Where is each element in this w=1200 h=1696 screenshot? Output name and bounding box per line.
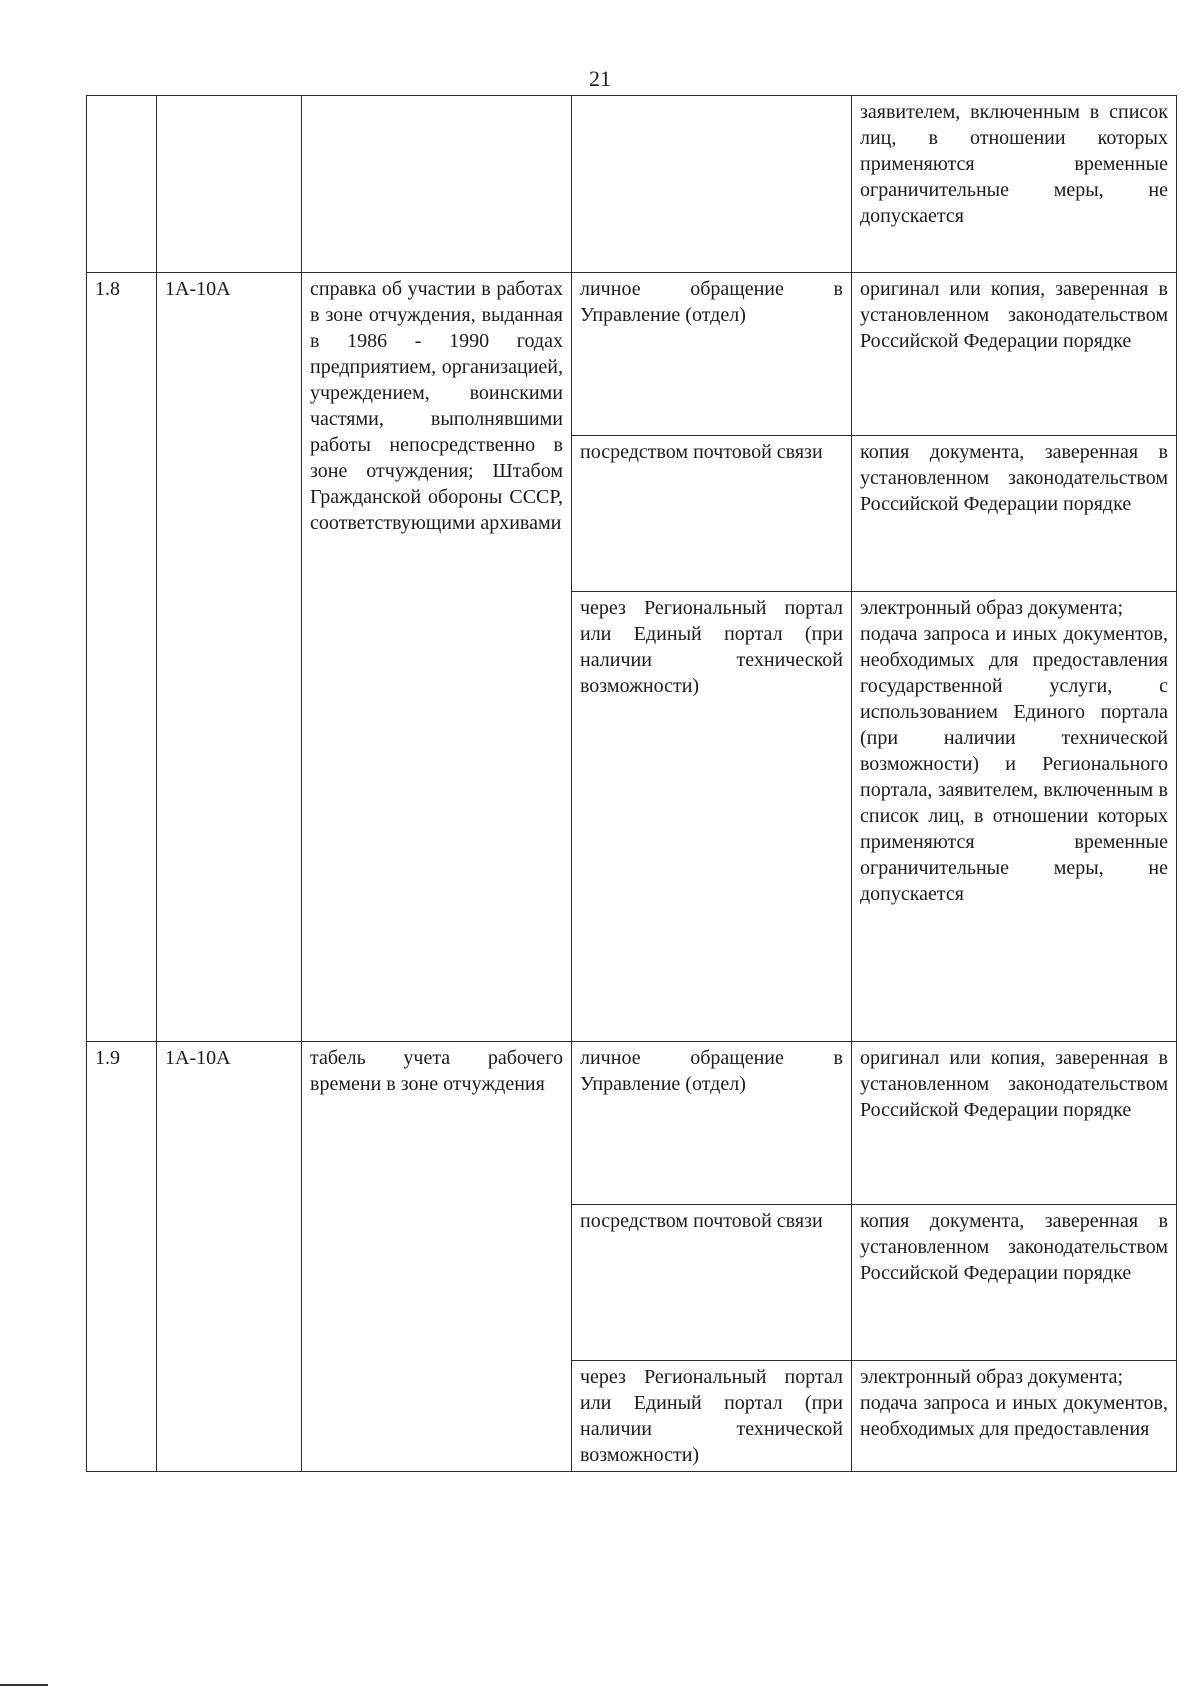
- document-cell: табель учета рабочего времени в зоне отчуждения: [302, 1042, 572, 1472]
- submission-way-cell: [572, 96, 852, 273]
- submission-way-cell: через Региональный портал или Единый портал (при наличии технической возможности): [572, 1361, 852, 1472]
- footnote-rule: [0, 1684, 48, 1686]
- document-cell: справка об участии в работах в зоне отчуждения, выданная в 1986 - 1990 годах предприятием, организацией, учреждением, воинскими частями, выполнявшими работы непосредственно в зоне отчуждения; Штабом Гражданской обороны СССР, соответствующими архивами: [302, 273, 572, 1042]
- submission-way-cell: посредством почтовой связи: [572, 1205, 852, 1361]
- submission-way-cell: через Региональный портал или Единый портал (при наличии технической возможности): [572, 592, 852, 1042]
- submission-way-cell: личное обращение в Управление (отдел): [572, 1042, 852, 1205]
- document-form-cell: электронный образ документа; подача запроса и иных документов, необходимых для предоставления государственной услуги, с использованием Единого портала (при наличии технической возможности) и Регионального портала, заявителем, включенным в список лиц, в отношении которых применяются временные ограничительные меры, не допускается: [852, 592, 1177, 1042]
- document-form-cell: оригинал или копия, заверенная в установленном законодательством Российской Федерации порядке: [852, 1042, 1177, 1205]
- code-cell: 1А-10А: [157, 1042, 302, 1472]
- table-row: [87, 1042, 1177, 1205]
- row-number-cell: 1.8: [87, 273, 157, 1042]
- document-form-cell: оригинал или копия, заверенная в установленном законодательством Российской Федерации порядке: [852, 273, 1177, 436]
- page-number: 21: [589, 66, 611, 91]
- code-cell: 1А-10А: [157, 273, 302, 1042]
- table-row: [87, 273, 1177, 436]
- submission-way-cell: личное обращение в Управление (отдел): [572, 273, 852, 436]
- document-form-cell: копия документа, заверенная в установленном законодательством Российской Федерации порядке: [852, 1205, 1177, 1361]
- document-form-cell: копия документа, заверенная в установленном законодательством Российской Федерации порядке: [852, 436, 1177, 592]
- table-row-continuation: [87, 96, 1177, 273]
- row-number-cell: 1.9: [87, 1042, 157, 1472]
- document-cell: [302, 96, 572, 273]
- code-cell: [157, 96, 302, 273]
- document-form-cell: заявителем, включенным в список лиц, в отношении которых применяются временные ограничительные меры, не допускается: [852, 96, 1177, 273]
- submission-way-cell: посредством почтовой связи: [572, 436, 852, 592]
- documents-table: [86, 95, 1177, 1472]
- row-number-cell: [87, 96, 157, 273]
- document-form-cell: электронный образ документа; подача запроса и иных документов, необходимых для предоставления: [852, 1361, 1177, 1472]
